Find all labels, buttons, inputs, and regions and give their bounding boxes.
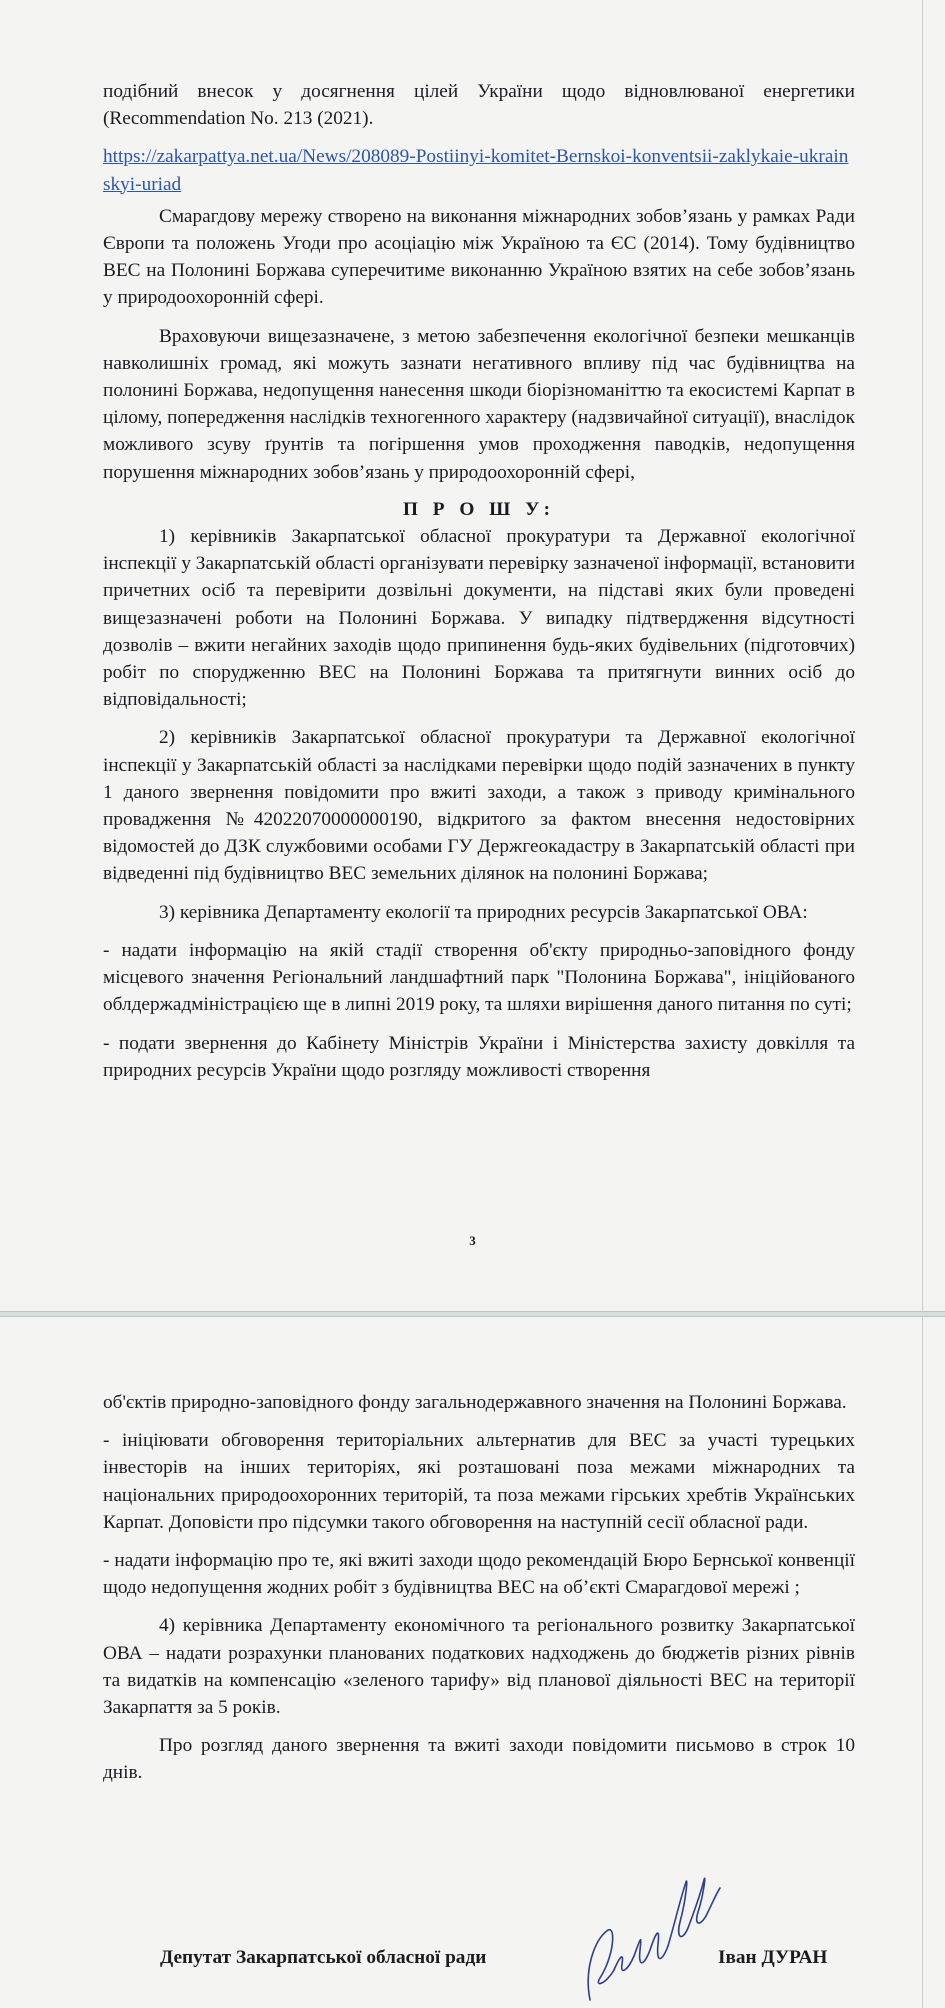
request-item-3b: - подати звернення до Кабінету Міністрів України і Міністерства захисту довкілля та природних ресурсів України щодо розгляду можливості створення xyxy=(103,1032,855,1081)
paragraph-deadline: Про розгляд даного звернення та вжиті заходи повідомити письмово в строк 10 днів. xyxy=(103,1735,855,1784)
page-4-body xyxy=(103,1389,855,1787)
paragraph-continuation: об'єктів природно-заповідного фонду загальнодержавного значення на Полонині Боржава. xyxy=(103,1392,847,1413)
page-3-body xyxy=(103,78,855,1084)
request-item-2: 2) керівників Закарпатської обласної прокуратури та Державної екологічної інспекції у Закарпатській області за наслідками перевірки щодо подій зазначених в пункту 1 даного звернення повідомити про вжиті заходи, а також з приводу кримінального провадження №42022070000000190, відкритого за фактом внесення недостовірних відомостей до ДЗК службовими особами ГУ Держгеокадастру в Закарпатській області при відведенні під будівництво ВЕС земельних ділянок на полонині Боржава; xyxy=(103,727,855,885)
paragraph-recommendation: подібний внесок у досягнення цілей України щодо відновлюваної енергетики (Recommendation No. 213 (2021). xyxy=(103,81,855,130)
signer-title: Депутат Закарпатської обласної ради xyxy=(160,1947,487,1968)
paragraph-considering: Враховуючи вищезазначене, з метою забезпечення екологічної безпеки мешканців навколишніх громад, які можуть зазнати негативного впливу під час будівництва на полонині Боржава, недопущення нанесення шкоди біорізноманіттю та екосистемі Карпат в цілому, попередження наслідків техногенного характеру (надзвичайної ситуації), внаслідок можливого зсуву ґрунтів та погіршення умов проходження паводків, недопущення порушення міжнародних зобов’язань у природоохоронній сфері, xyxy=(103,325,855,483)
page-edge-line xyxy=(922,1317,923,2008)
source-link-text[interactable]: https://zakarpattya.net.ua/News/208089-Postiinyi-komitet-Bernskoi-konventsii-zaklykaie-ukrainskyi-uriad xyxy=(103,146,849,195)
request-item-4: 4) керівника Департаменту економічного та регіонального розвитку Закарпатської ОВА – надати розрахунки планованих податкових надходжень до бюджетів різних рівнів та видатків на компенсацію «зеленого тарифу» від планової діяльності ВЕС на території Закарпаття за 5 років. xyxy=(103,1615,855,1719)
paragraph-emerald-network: Смарагдову мережу створено на виконання міжнародних зобов’язань у рамках Ради Європи та положень Угоди про асоціацію між Україною та ЄС (2014). Тому будівництво ВЕС на Полонині Боржава суперечитиме виконанню Україною взятих на себе зобов’язань у природоохоронній сфері. xyxy=(103,205,855,309)
request-heading: П Р О Ш У: xyxy=(402,498,556,520)
document-page-4 xyxy=(0,1316,945,2008)
page-number: 3 xyxy=(469,1233,476,1248)
request-item-3a: - надати інформацію на якій стадії створення об'єкту природньо-заповідного фонду місцевого значення Регіональний ландшафтний парк "Полонина Боржава", ініційованого облдержадміністрацією ще в липні 2019 року, та шляхи вирішення даного питання по суті; xyxy=(103,939,855,1016)
paragraph-bern-convention: - надати інформацію про те, які вжиті заходи щодо рекомендацій Бюро Бернської конвенції щодо недопущення жодних робіт з будівництва ВЕС на об’єкті Смарагдової мережі ; xyxy=(103,1550,855,1599)
handwritten-signature xyxy=(570,1860,740,2008)
request-item-1: 1) керівників Закарпатської обласної прокуратури та Державної екологічної інспекції у Закарпатській області організувати перевірку зазначеної інформації, встановити причетних осіб та перевірити дозвільні документи, на підставі яких були проведені вищезазначені роботи на Полонині Боржава. У випадку підтвердження відсутності дозволів – вжити негайних заходів щодо припинення будь-яких будівельних (підготовчих) робіт по спорудженню ВЕС на Полонині Боржава та притягнути винних осіб до відповідальності; xyxy=(103,526,855,711)
source-link[interactable] xyxy=(103,143,855,197)
page-edge-line xyxy=(922,0,923,1311)
paragraph-alternatives: - ініціювати обговорення територіальних альтернатив для ВЕС за участі турецьких інвесторів на інших територіях, які розташовані поза межами міжнародних та національних природоохоронних територій, та поза межами гірських хребтів Українських Карпат. Доповісти про підсумки такого обговорення на наступній сесії обласної ради. xyxy=(103,1430,855,1533)
signer-name: Іван ДУРАН xyxy=(718,1947,828,1968)
request-item-3: 3) керівника Департаменту екології та природних ресурсів Закарпатської ОВА: xyxy=(159,901,808,923)
